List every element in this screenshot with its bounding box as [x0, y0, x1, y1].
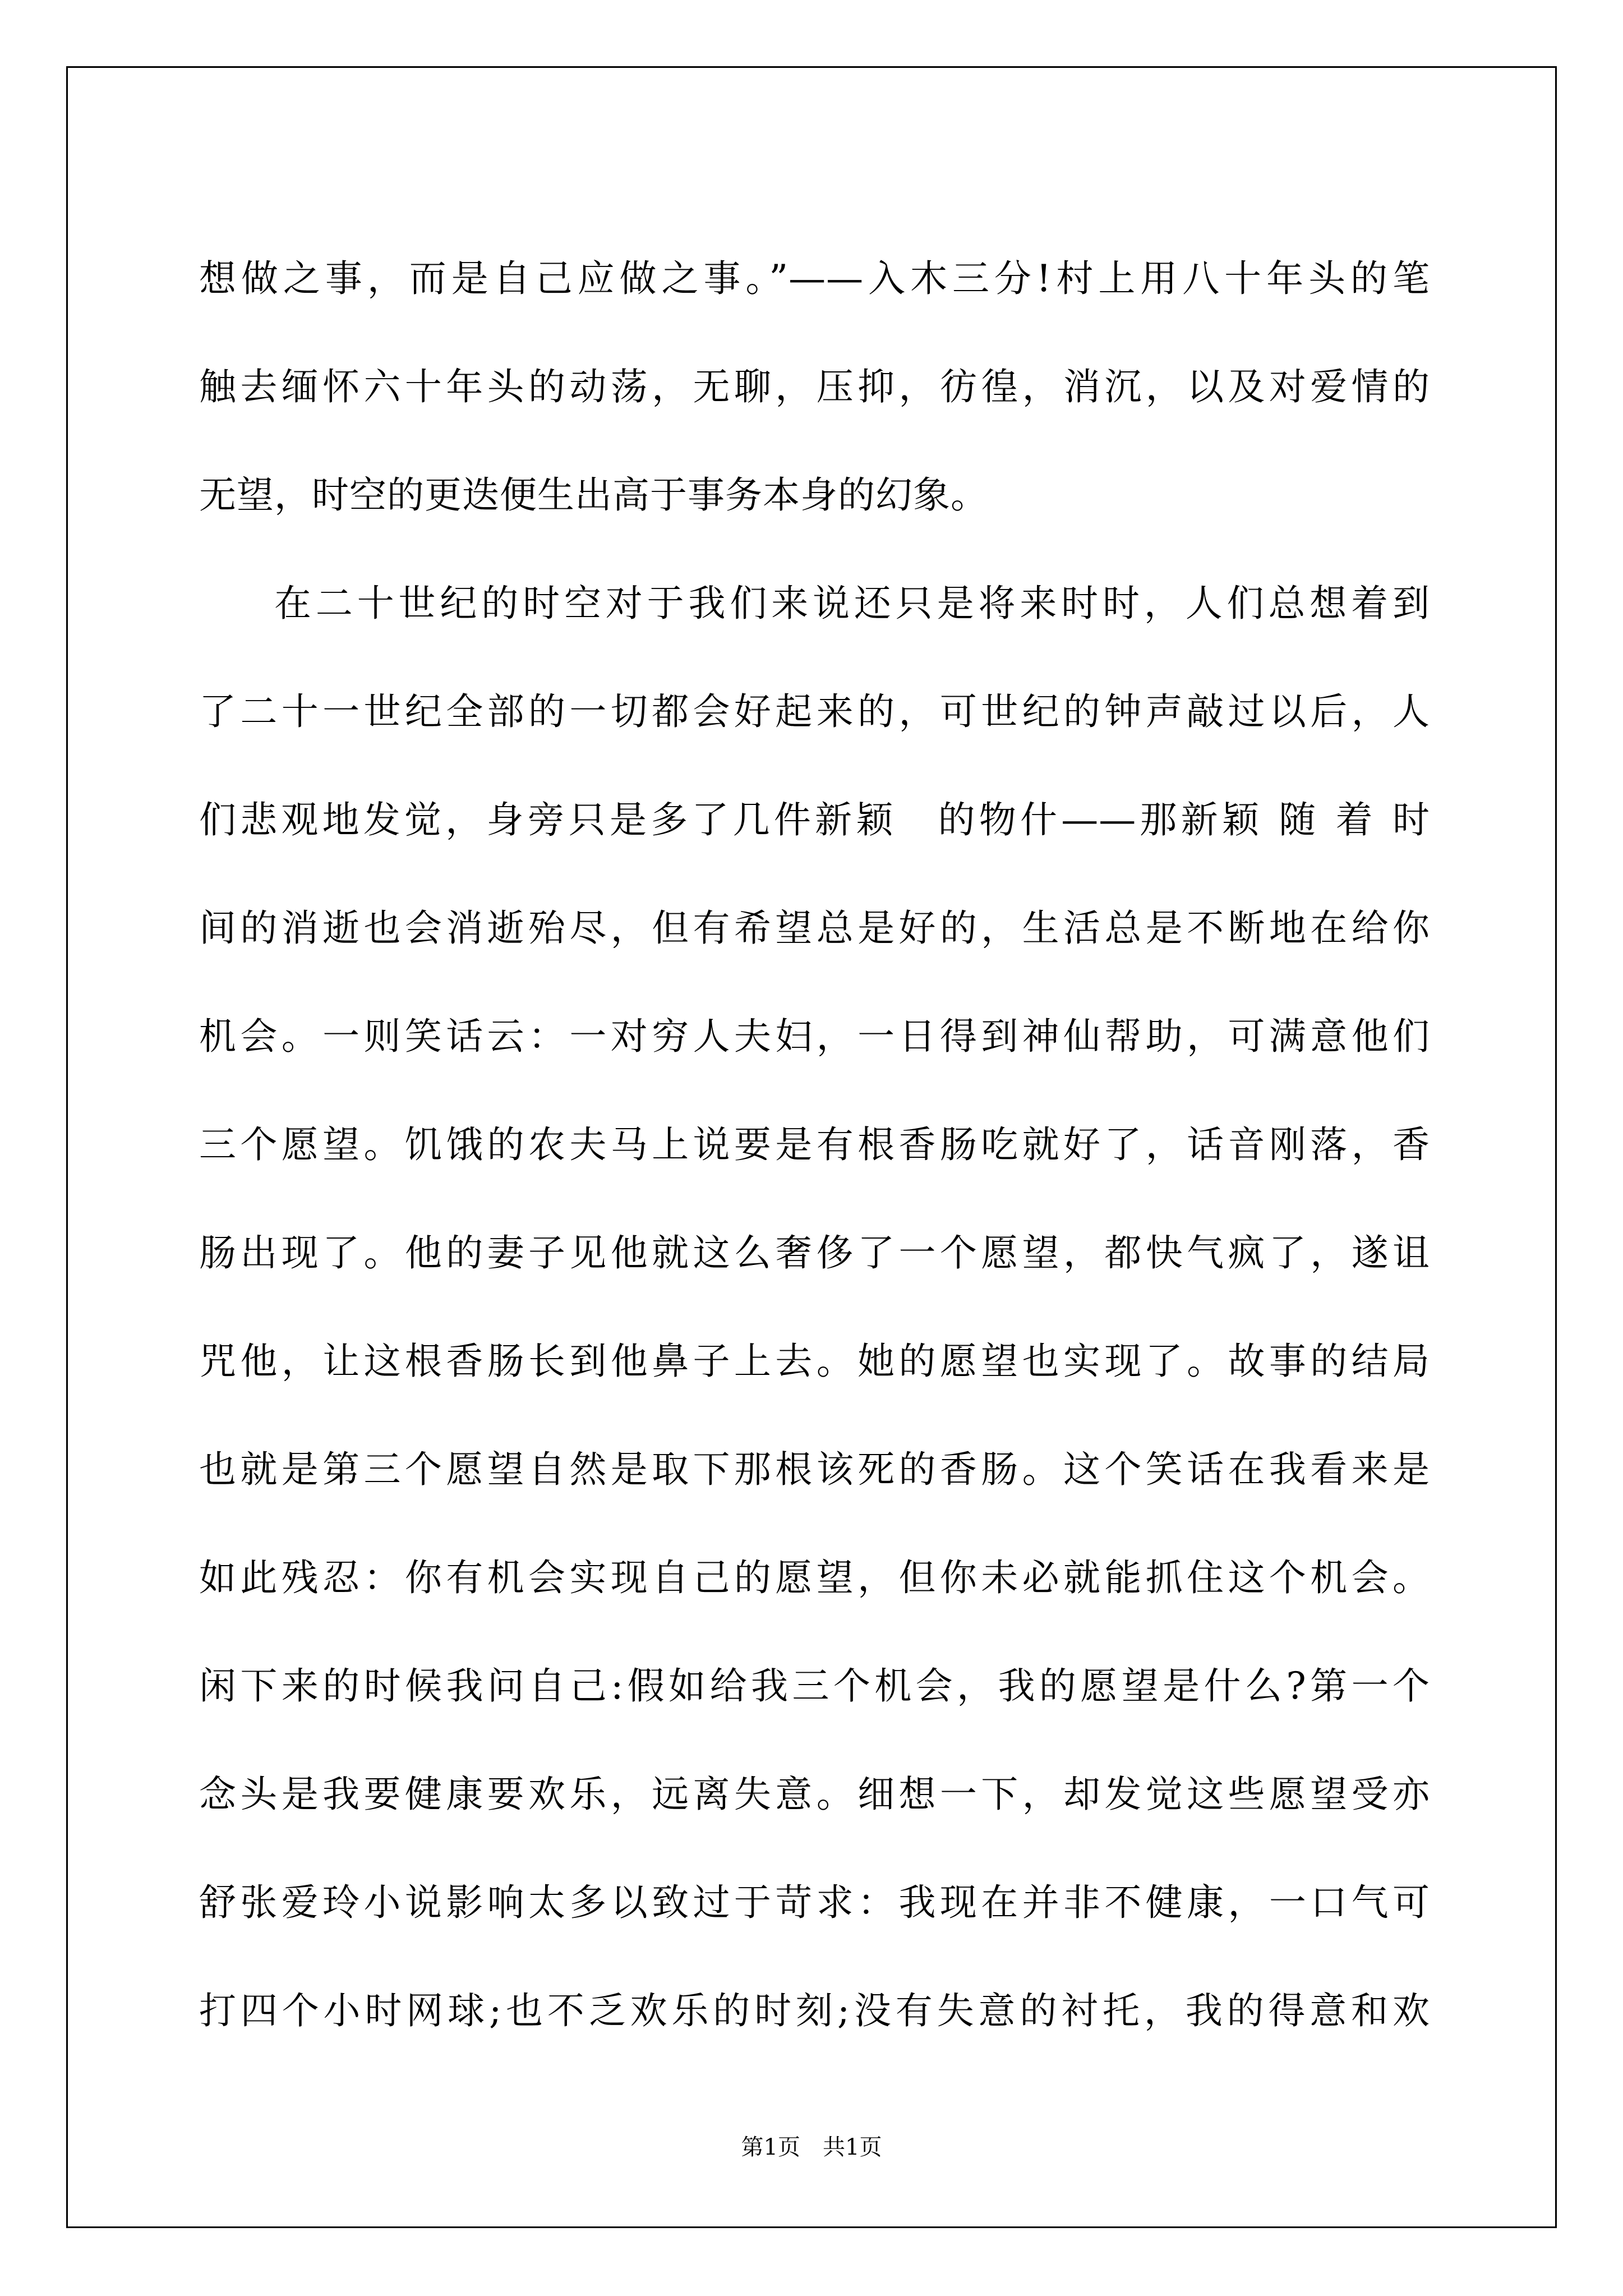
text-line: 想做之事，而是自己应做之事。”——入木三分!村上用八十年头的笔: [199, 257, 1430, 300]
text-line: 舒张爱玲小说影响太多以致过于苛求：我现在并非不健康，一口气可: [199, 1881, 1430, 1924]
text-line: 肠出现了。他的妻子见他就这么奢侈了一个愿望，都快气疯了，遂诅: [199, 1231, 1430, 1274]
text-line: 打四个小时网球;也不乏欢乐的时刻;没有失意的衬托，我的得意和欢: [199, 1989, 1430, 2032]
text-line: 了二十一世纪全部的一切都会好起来的，可世纪的钟声敲过以后，人: [199, 690, 1430, 733]
text-line: 也就是第三个愿望自然是取下那根该死的香肠。这个笑话在我看来是: [199, 1448, 1430, 1491]
text-line: 触去缅怀六十年头的动荡，无聊，压抑，彷徨，消沉，以及对爱情的: [199, 365, 1430, 408]
text-line: 三个愿望。饥饿的农夫马上说要是有根香肠吃就好了，话音刚落，香: [199, 1123, 1430, 1166]
document-body: [199, 224, 1430, 2065]
text-line: 咒他，让这根香肠长到他鼻子上去。她的愿望也实现了。故事的结局: [199, 1340, 1430, 1383]
text-line: 间的消逝也会消逝殆尽，但有希望总是好的，生活总是不断地在给你: [199, 907, 1430, 950]
text-line: 无望，时空的更迭便生出高于事务本身的幻象。: [199, 473, 988, 517]
page-footer: 第1页 共1页: [741, 2134, 882, 2160]
text-line: 如此残忍：你有机会实现自己的愿望，但你未必就能抓住这个机会。: [199, 1556, 1430, 1599]
text-line: 机会。一则笑话云：一对穷人夫妇，一日得到神仙帮助，可满意他们: [199, 1015, 1430, 1058]
text-line: 们悲观地发觉，身旁只是多了几件新颖 的物什——那新颖 随 着 时: [199, 798, 1430, 841]
text-line: 闲下来的时候我问自己:假如给我三个机会，我的愿望是什么?第一个: [199, 1664, 1430, 1708]
text-line: 念头是我要健康要欢乐，远离失意。细想一下，却发觉这些愿望受亦: [199, 1773, 1430, 1816]
text-line: 在二十世纪的时空对于我们来说还只是将来时时，人们总想着到: [274, 582, 1430, 625]
